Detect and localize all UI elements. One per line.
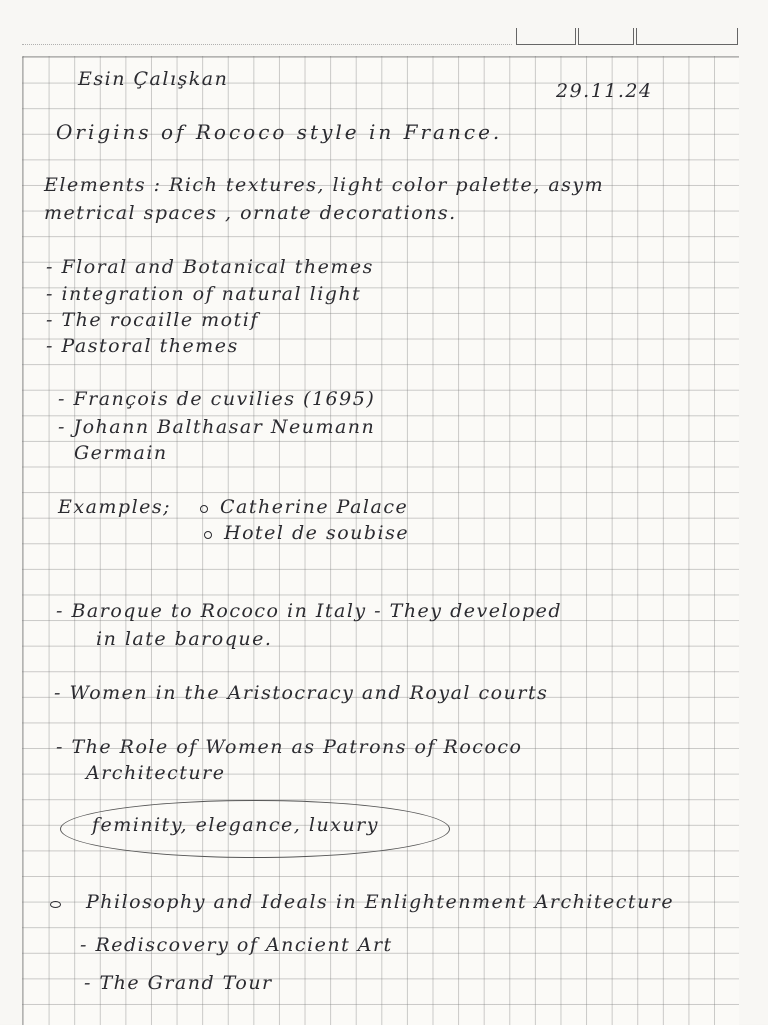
bullet-circle-icon [50,901,61,908]
author-name: Esin Çalışkan [78,68,229,90]
architect-item: Germain [74,442,168,464]
theme-item: - Pastoral themes [46,335,239,357]
bullet-circle-icon [204,531,212,539]
enlightenment-heading: Philosophy and Ideals in Enlightenment Architecture [86,891,675,913]
header-dotted-line [22,44,512,46]
note-date: 29.11.24 [556,80,653,102]
date-box-month [578,28,634,45]
section-line: in late baroque. [96,628,273,650]
examples-label: Examples; [58,496,172,518]
date-box-year [636,28,738,45]
highlight-text: feminity, elegance, luxury [92,814,379,836]
enlightenment-item: - The Grand Tour [84,972,273,994]
bullet-circle-icon [200,505,208,513]
example-item: Catherine Palace [220,496,409,518]
section-line: - The Role of Women as Patrons of Rococo [56,736,523,758]
architect-item: - Johann Balthasar Neumann [58,416,376,438]
date-box-day [516,28,576,45]
section-line: - Baroque to Rococo in Italy - They developed [56,600,563,622]
enlightenment-item: - Rediscovery of Ancient Art [80,934,393,956]
elements-line-1: Elements : Rich textures, light color palette, asym [44,174,605,196]
section-line: - Women in the Aristocracy and Royal courts [54,682,549,704]
page-title: Origins of Rococo style in France. [56,120,503,144]
section-line: Architecture [86,762,226,784]
theme-item: - integration of natural light [46,283,362,305]
example-item: Hotel de soubise [224,522,410,544]
theme-item: - The rocaille motif [46,309,259,331]
theme-item: - Floral and Botanical themes [46,256,374,278]
elements-line-2: metrical spaces , ornate decorations. [44,202,457,224]
architect-item: - François de cuvilies (1695) [58,388,376,410]
